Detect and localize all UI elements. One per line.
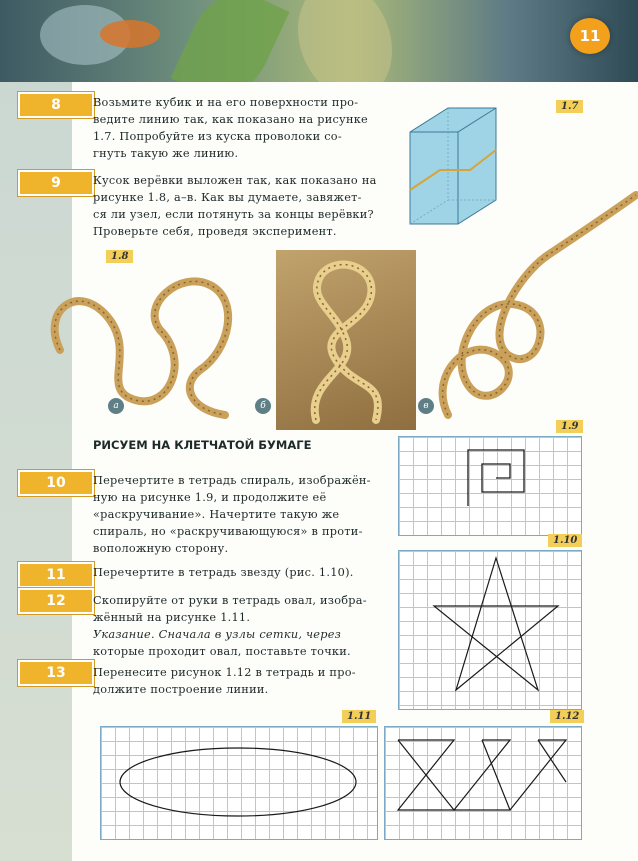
task-number: 10 — [18, 470, 94, 496]
text-line: Проверьте себя, проведя эксперимент. — [93, 225, 337, 238]
figure-label: 1.9 — [556, 420, 583, 433]
section-title: РИСУЕМ НА КЛЕТЧАТОЙ БУМАГЕ — [93, 438, 312, 452]
rope-figure-b — [276, 250, 416, 430]
task-text — [93, 664, 356, 698]
task-number: 8 — [18, 92, 94, 118]
page-number: 11 — [570, 18, 610, 54]
text-line: Перечертите в тетрадь спираль, изображён- — [93, 474, 371, 487]
text-line: должите построение линии. — [93, 683, 269, 696]
task-number: 13 — [18, 660, 94, 686]
text-line: Скопируйте от руки в тетрадь овал, изобра- — [93, 594, 367, 607]
text-line: Перечертите в тетрадь звезду (рис. 1.10). — [93, 566, 354, 579]
task-number: 9 — [18, 170, 94, 196]
text-line: спираль, но «раскручивающуюся» в проти- — [93, 525, 363, 538]
text-line: ную на рисунке 1.9, и продолжите её — [93, 491, 327, 504]
task-text — [93, 172, 377, 240]
text-line: ся ли узел, если потянуть за концы верёвки? — [93, 208, 374, 221]
decor-shape — [100, 20, 160, 48]
figure-label: 1.8 — [106, 250, 133, 263]
task-number: 12 — [18, 588, 94, 614]
text-line: рисунке 1.8, а–в. Как вы думаете, завяжет- — [93, 191, 362, 204]
task-text — [93, 94, 368, 162]
rope-figure-c — [428, 185, 638, 430]
text-line: ведите линию так, как показано на рисунке — [93, 113, 368, 126]
task-text — [93, 564, 354, 581]
rope-label: б — [255, 398, 271, 414]
text-line: которые проходит овал, поставьте точки. — [93, 645, 351, 658]
text-line: воположную сторону. — [93, 542, 229, 555]
figure-label: 1.11 — [342, 710, 376, 723]
text-line: Кусок верёвки выложен так, как показано на — [93, 174, 377, 187]
task-number: 11 — [18, 562, 94, 588]
figure-label: 1.10 — [548, 534, 582, 547]
text-line: Указание. Сначала в узлы сетки, через — [93, 628, 342, 641]
figure-label: 1.12 — [550, 710, 584, 723]
rope-label: в — [418, 398, 434, 414]
oval-drawing — [100, 726, 376, 838]
text-line: жённый на рисунке 1.11. — [93, 611, 251, 624]
text-line: 1.7. Попробуйте из куска проволоки со- — [93, 130, 342, 143]
text-line: Возьмите кубик и на его поверхности про- — [93, 96, 359, 109]
star-drawing — [398, 550, 580, 708]
rope-figure-a — [40, 250, 270, 430]
task-text — [93, 592, 367, 660]
figure-label: 1.7 — [556, 100, 583, 113]
text-line: «раскручивание». Начертите такую же — [93, 508, 340, 521]
header-banner — [0, 0, 638, 82]
rope-label: а — [108, 398, 124, 414]
text-line: Перенесите рисунок 1.12 в тетрадь и про- — [93, 666, 356, 679]
spiral-drawing — [398, 436, 580, 534]
text-line: гнуть такую же линию. — [93, 147, 239, 160]
pattern-drawing — [384, 726, 580, 838]
task-text — [93, 472, 371, 557]
